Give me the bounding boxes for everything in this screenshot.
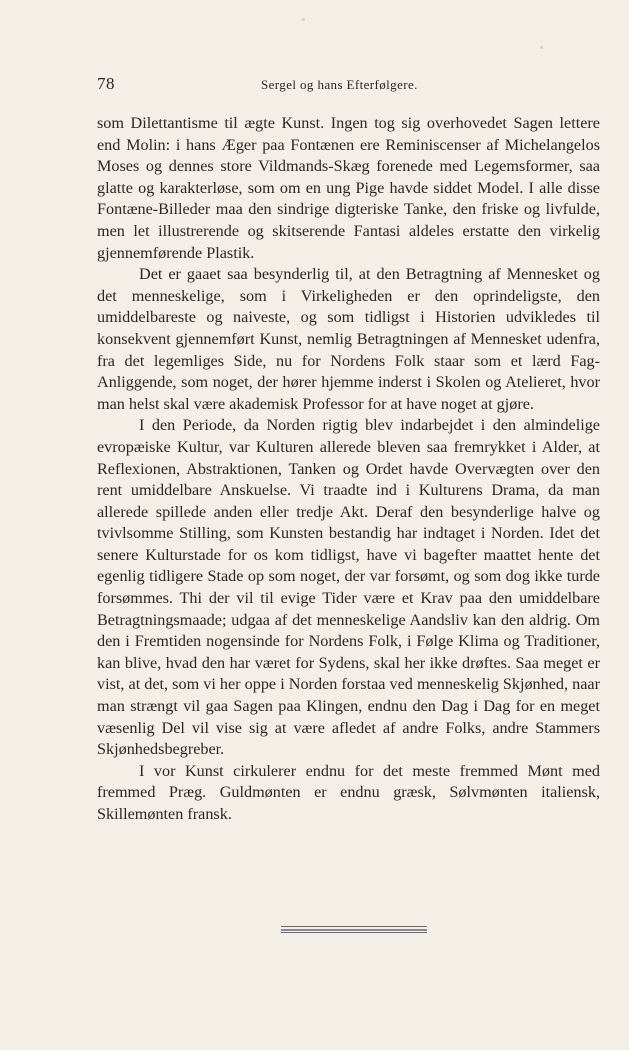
- page-number: 78: [97, 74, 115, 93]
- paper-speck: [540, 46, 543, 49]
- paragraph-3: I den Periode, da Norden rigtig blev indarbejdet i den almindelige evropæiske Kultur, var Kulturen allerede bleven saa fremrykket i Alder, at Reflexionen, Abstraktionen, Tanken og Ordet havde Overvægten over den rent umiddelbare Anskuelse. Vi traadte ind i Kulturens Drama, da man allerede spillede anden eller tredje Akt. Deraf den besynderlige halve og tvivlsomme Stilling, som Kunsten bestandig har indtaget i Norden. Idet det senere Kulturstade for os kom tidligst, have vi bagefter maattet hente det egenlig tidligere Stade op som noget, der var forsømt, og som dog ikke turde forsømmes. Thi der vil til evige Tider være et Krav paa den umiddelbare Betragtningsmaade; udgaa af det menneskelige Aandsliv kan den aldrig. Om den i Fremtiden nogensinde for Nordens Folk, i Følge Klima og Traditioner, kan blive, hvad den har været for Sydens, skal her ikke drøftes. Saa meget er vist, at det, som vi her oppe i Norden forstaa ved menneskelig Skjønhed, naar man strængt vil gaa Sagen paa Klingen, endnu den Dag i Dag for en meget væsenlig Del vil vise sig at være afledet af andre Folks, andre Stammers Skjønhedsbegreber.: [97, 416, 600, 759]
- paragraph-2: Det er gaaet saa besynderlig til, at den Betragtning af Mennesket og det menneskelige, som i Virkeligheden er den oprindeligste, den umiddelbareste og naiveste, og som tidligst i Historien udvikledes til konsekvent gjennemført Kunst, nemlig Betragtningen af Mennesket udenfra, fra det legemliges Side, nu for Nordens Folk staar som et lærd Fag-Anliggende, som noget, der hører hjemme inderst i Skolen og Atelieret, hvor man helst skal være akademisk Professor for at have noget at gjøre.: [97, 265, 600, 413]
- section-end-rule: [281, 925, 427, 933]
- rule-line-top: [281, 926, 427, 927]
- rule-line-middle: [281, 929, 427, 931]
- body-text: [97, 113, 600, 826]
- paragraph-1: som Dilettantisme til ægte Kunst. Ingen tog sig overhovedet Sagen lettere end Molin: i hans Æger paa Fontænen ere Reminiscenser af Michelangelos Moses og dennes store Vildmands-Skæg forenede med Legemsformer, saa glatte og karakterløse, som om en ung Pige havde siddet Model. I alle disse Fontæne-Billeder maa den sindrige digteriske Tanke, den friske og livfulde, men let illustrerende og skitserende Fantasi aldeles erstatte den virkelig gjennemførende Plastik.: [97, 114, 600, 262]
- rule-line-bottom: [281, 932, 427, 933]
- paragraph-4: I vor Kunst cirkulerer endnu for det meste fremmed Mønt med fremmed Præg. Guldmønten er endnu græsk, Sølvmønten italiensk, Skillemønten fransk.: [97, 761, 600, 823]
- paper-speck: [302, 18, 305, 21]
- running-head-title: Sergel og hans Efterfølgere.: [261, 77, 418, 92]
- running-head: [97, 74, 527, 96]
